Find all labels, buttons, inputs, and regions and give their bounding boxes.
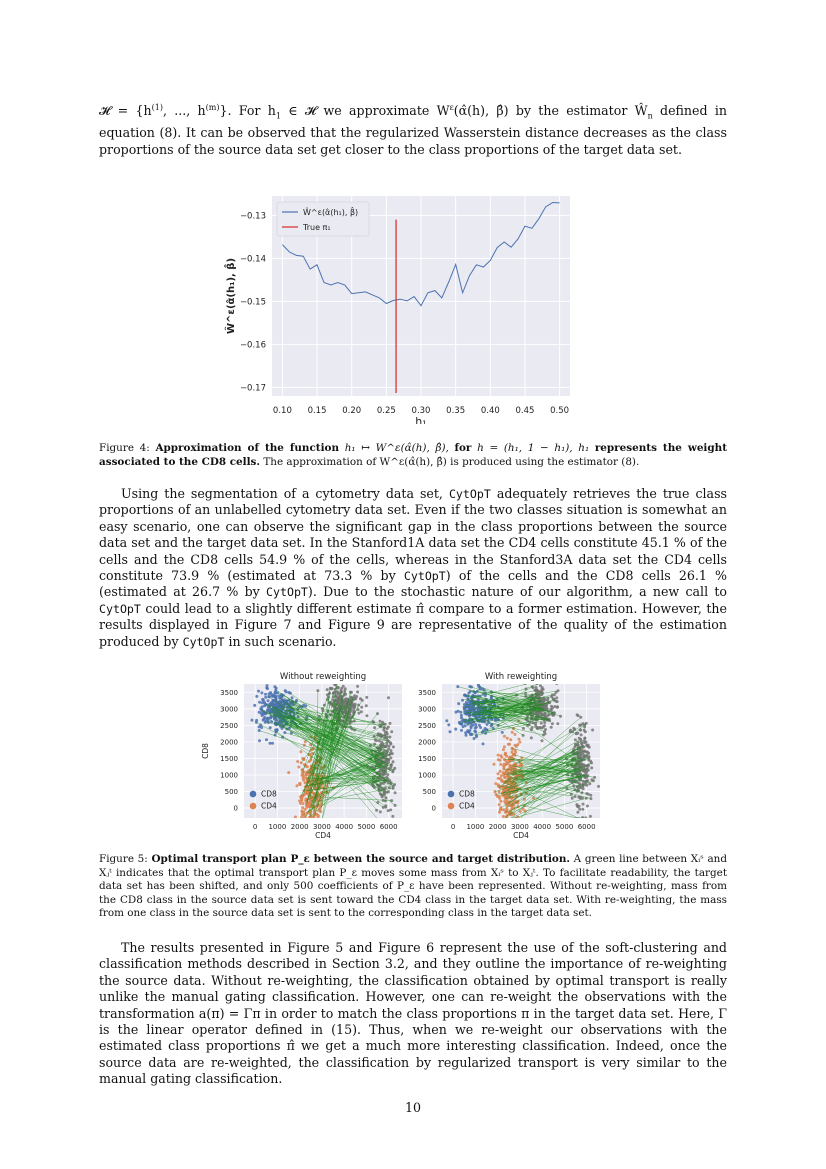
data-point <box>499 808 502 811</box>
data-point <box>475 726 478 729</box>
data-point <box>460 729 463 732</box>
y-tick-label: −0.17 <box>239 383 266 394</box>
data-point <box>497 754 500 757</box>
data-point <box>574 738 577 741</box>
data-point <box>294 816 297 819</box>
results-paragraph: Using the segmentation of a cytometry data set, CytOpT adequately retrieves the true class proportions of an unlabelled cytometry data set. Even if the two classes situation is somewhat an easy scenario, one can observe the significant gap in the class proportions between the source data set and the target data set. In the Stanford1A data set the CD4 cells constitute 45.1 % of the cells and the CD8 cells 54.9 % of the cells, whereas in the Stanford3A data set the CD4 cells constitute 73.9 % (estimated at 73.3 % by CytOpT) of the cells and the CD8 cells 26.1 % (estimated at 26.7 % by CytOpT). Due to the stochastic nature of our algorithm, a new call to CytOpT could lead to a slightly different estimate π̂ compare to a former estimation. However, the results displayed in Figure 7 and Figure 9 are representative of the quality of the estimation produced by CytOpT in such scenario. <box>99 486 727 649</box>
data-point <box>581 817 584 820</box>
data-point <box>316 818 319 821</box>
data-point <box>340 687 343 690</box>
x-tick-label: 0.50 <box>550 406 570 416</box>
data-point <box>505 762 508 765</box>
data-point <box>503 766 506 769</box>
data-point <box>585 770 588 773</box>
data-point <box>503 776 506 779</box>
data-point <box>356 685 359 688</box>
data-point <box>258 725 261 728</box>
data-point <box>365 714 368 717</box>
data-point <box>540 722 543 725</box>
x-axis-label: CD4 <box>513 831 529 840</box>
x-tick-label: 1000 <box>268 823 287 831</box>
y-tick-label: 1500 <box>220 754 238 763</box>
data-point <box>518 738 521 741</box>
y-tick-label: 3000 <box>220 705 238 714</box>
data-point <box>365 704 368 707</box>
data-point <box>298 782 301 785</box>
conclusion-paragraph: The results presented in Figure 5 and Figure 6 represent the use of the soft-clustering and classification methods described in Section 3.2, and they outline the importance of re-weighting the source data. Without re-weighting, the classification obtained by optimal transport is really unlike the manual gating classification. However, one can re-weight the observations with the transformation a(π) = Γπ in order to match the class proportions π in the target data set. Here, Γ is the linear operator defined in (15). Thus, when we re-weight our observations with the estimated class proportions π̂ we get a much more interesting classification. Indeed, once the source data are re-weighted, the classification by regularized transport is very similar to the manual gating classification. <box>99 940 727 1087</box>
legend-label: CD8 <box>459 789 475 799</box>
data-point <box>303 818 306 821</box>
data-point <box>263 704 266 707</box>
x-tick-label: 4000 <box>533 823 552 831</box>
data-point <box>474 723 477 726</box>
data-point <box>494 782 497 785</box>
data-point <box>447 723 450 726</box>
data-point <box>253 704 256 707</box>
y-tick-label: 2500 <box>220 721 238 730</box>
data-point <box>541 739 544 742</box>
y-tick-label: 1000 <box>220 771 238 780</box>
data-point <box>559 715 562 718</box>
data-point <box>499 770 502 773</box>
data-point <box>509 738 512 741</box>
data-point <box>382 743 385 746</box>
data-point <box>530 736 533 739</box>
data-point <box>499 763 502 766</box>
data-point <box>305 773 308 776</box>
y-tick-label: 3500 <box>220 688 238 697</box>
data-point <box>542 725 545 728</box>
data-point <box>498 811 501 814</box>
data-point <box>309 800 312 803</box>
data-point <box>284 689 287 692</box>
data-point <box>275 698 278 701</box>
data-point <box>571 797 574 800</box>
data-point <box>287 771 290 774</box>
data-point <box>378 739 381 742</box>
data-point <box>269 726 272 729</box>
data-point <box>302 777 305 780</box>
y-tick-label: 0 <box>431 804 436 813</box>
data-point <box>387 696 390 699</box>
data-point <box>576 713 579 716</box>
data-point <box>466 705 469 708</box>
data-point <box>584 816 587 819</box>
x-tick-label: 0.35 <box>446 406 466 416</box>
data-point <box>360 706 363 709</box>
data-point <box>258 701 261 704</box>
data-point <box>583 729 586 732</box>
intro-paragraph: 𝓗 = {$h^{(1)}$, ..., $h^{(m)}$}. For $h_1$ ∈ 𝓗 we approximate $W^\varepsilon(\alphâ(h)$, β̂) by the estimator $Ŵ_n$ defined in equation (8). It can be observed that the regularized Wasserstein distance decreases as the class proportions of the source data set get closer to the class proportions of the target data set. <box>99 103 727 157</box>
data-point <box>553 693 556 696</box>
data-point <box>581 749 584 752</box>
y-tick-label: 2500 <box>418 721 436 730</box>
data-point <box>555 696 558 699</box>
data-point <box>503 800 506 803</box>
data-point <box>493 763 496 766</box>
data-point <box>537 690 540 693</box>
data-point <box>308 818 311 821</box>
data-point <box>508 743 511 746</box>
data-point <box>581 808 584 811</box>
panel-with-reweighting <box>418 672 600 843</box>
data-point <box>359 697 362 700</box>
y-tick-label: 1500 <box>418 754 436 763</box>
data-point <box>539 726 542 729</box>
data-point <box>477 679 480 682</box>
x-tick-label: 3000 <box>312 823 331 831</box>
data-point <box>556 705 559 708</box>
line-chart <box>218 188 578 424</box>
data-point <box>391 815 394 818</box>
panel-title: Without reweighting <box>279 672 367 682</box>
x-tick-label: 6000 <box>577 823 596 831</box>
data-point <box>465 734 468 737</box>
y-axis-label: Ŵ^ε(α̂(h₁), β̂) <box>226 257 237 335</box>
y-tick-label: 3000 <box>418 705 436 714</box>
data-point <box>520 819 523 822</box>
data-point <box>518 741 521 744</box>
data-point <box>588 746 591 749</box>
data-point <box>585 741 588 744</box>
data-point <box>387 726 390 729</box>
data-point <box>379 810 382 813</box>
data-point <box>318 819 321 822</box>
data-point <box>546 714 549 717</box>
data-point <box>326 688 329 691</box>
data-point <box>551 722 554 725</box>
data-point <box>504 752 507 755</box>
data-point <box>497 772 500 775</box>
data-point <box>499 800 502 803</box>
data-point <box>585 750 588 753</box>
data-point <box>550 726 553 729</box>
y-tick-label: −0.16 <box>239 340 266 351</box>
data-point <box>267 699 270 702</box>
data-point <box>574 743 577 746</box>
data-point <box>515 745 518 748</box>
data-point <box>502 815 505 818</box>
x-axis-label: h₁ <box>415 415 427 424</box>
data-point <box>353 720 356 723</box>
data-point <box>580 733 583 736</box>
data-point <box>585 744 588 747</box>
figure-5-caption: Figure 5: Optimal transport plan P_ε between the source and target distribution. A green line between Xᵢˢ and Xⱼᵗ indicates that the optimal transport plan P_ε moves some mass from Xᵢˢ to Xⱼᵗ. To facilitate readability, the target data set has been shifted, and only 500 coefficients of P_ε have been represented. Without re-weighting, mass from the CD8 class in the source data set is sent toward the CD4 class in the target data set. With re-weighting, the mass from one class in the source data set is sent to the corresponding class in the target data set. <box>99 853 727 920</box>
data-point <box>502 808 505 811</box>
panel-title: With reweighting <box>484 672 558 682</box>
y-tick-label: 2000 <box>220 738 238 747</box>
data-point <box>555 682 558 685</box>
data-point <box>392 745 395 748</box>
data-point <box>553 705 556 708</box>
data-point <box>265 738 268 741</box>
data-point <box>354 703 357 706</box>
data-point <box>535 686 538 689</box>
legend-marker <box>448 803 455 810</box>
y-tick-label: 0 <box>233 804 238 813</box>
data-point <box>460 716 463 719</box>
x-tick-label: 0.15 <box>307 406 327 416</box>
data-point <box>336 692 339 695</box>
data-point <box>260 709 263 712</box>
data-point <box>511 819 514 822</box>
data-point <box>589 794 592 797</box>
figure-4-caption: Figure 4: Approximation of the function h₁ ↦ W^ε(α̂(h), β̂), for h = (h₁, 1 − h₁), h₁ represents the weight associated to the CD8 cells. The approximation of W^ε(α̂(h), β̂) is produced using the estimator (8). <box>99 442 727 468</box>
data-point <box>296 784 299 787</box>
data-point <box>305 802 308 805</box>
data-point <box>365 696 368 699</box>
data-point <box>260 691 263 694</box>
data-point <box>511 731 514 734</box>
x-tick-label: 1000 <box>466 823 485 831</box>
data-point <box>461 699 464 702</box>
data-point <box>360 710 363 713</box>
data-point <box>261 698 264 701</box>
y-tick-label: 500 <box>224 788 238 797</box>
data-point <box>482 742 485 745</box>
data-point <box>502 748 505 751</box>
figure-4 <box>218 188 578 428</box>
y-tick-label: −0.14 <box>239 254 266 265</box>
data-point <box>578 737 581 740</box>
data-point <box>266 708 269 711</box>
data-point <box>516 819 519 822</box>
data-point <box>373 726 376 729</box>
data-point <box>457 702 460 705</box>
data-point <box>301 806 304 809</box>
data-point <box>264 696 267 699</box>
x-tick-label: 2000 <box>290 823 309 831</box>
data-point <box>503 735 506 738</box>
x-tick-label: 5000 <box>357 823 376 831</box>
data-point <box>468 729 471 732</box>
data-point <box>317 809 320 812</box>
data-point <box>476 677 479 680</box>
legend-label: CD4 <box>459 801 475 811</box>
data-point <box>507 824 510 827</box>
data-point <box>584 773 587 776</box>
x-tick-label: 0 <box>252 823 258 831</box>
legend-label-true-pi: True π₁ <box>303 223 331 232</box>
x-tick-label: 3000 <box>510 823 529 831</box>
legend-marker <box>448 791 455 798</box>
data-point <box>468 714 471 717</box>
data-point <box>330 687 333 690</box>
data-point <box>582 803 585 806</box>
y-tick-label: 1000 <box>418 771 436 780</box>
data-point <box>301 774 304 777</box>
data-point <box>543 721 546 724</box>
data-point <box>501 731 504 734</box>
data-point <box>506 827 509 830</box>
data-point <box>273 685 276 688</box>
data-point <box>539 684 542 687</box>
data-point <box>255 695 258 698</box>
data-point <box>299 750 302 753</box>
data-point <box>572 727 575 730</box>
data-point <box>385 731 388 734</box>
data-point <box>260 726 263 729</box>
data-point <box>301 771 304 774</box>
data-point <box>266 684 269 687</box>
data-point <box>390 730 393 733</box>
data-point <box>389 722 392 725</box>
data-point <box>589 797 592 800</box>
data-point <box>470 725 473 728</box>
data-point <box>275 703 278 706</box>
data-point <box>302 802 305 805</box>
x-tick-label: 0.10 <box>272 406 292 416</box>
data-point <box>383 726 386 729</box>
x-tick-label: 2000 <box>488 823 507 831</box>
data-point <box>345 697 348 700</box>
legend-label-series: Ŵ^ε(α̂(h₁), β̂) <box>303 208 359 217</box>
x-axis-label: CD4 <box>315 831 331 840</box>
data-point <box>387 809 390 812</box>
data-point <box>352 705 355 708</box>
data-point <box>550 705 553 708</box>
data-point <box>580 742 583 745</box>
x-tick-label: 0.20 <box>342 406 362 416</box>
data-point <box>473 737 476 740</box>
data-point <box>283 731 286 734</box>
legend-marker <box>250 803 257 810</box>
x-tick-label: 0 <box>450 823 456 831</box>
x-tick-label: 5000 <box>555 823 574 831</box>
legend-label: CD4 <box>261 801 277 811</box>
data-point <box>459 711 462 714</box>
data-point <box>503 745 506 748</box>
x-tick-label: 0.25 <box>376 406 396 416</box>
data-point <box>454 728 457 731</box>
data-point <box>390 749 393 752</box>
figure-5 <box>198 668 610 848</box>
data-point <box>457 710 460 713</box>
data-point <box>587 756 590 759</box>
data-point <box>273 693 276 696</box>
data-point <box>500 774 503 777</box>
data-point <box>356 691 359 694</box>
legend <box>277 202 369 236</box>
x-tick-label: 4000 <box>335 823 354 831</box>
y-tick-label: 3500 <box>418 688 436 697</box>
data-point <box>576 805 579 808</box>
data-point <box>387 758 390 761</box>
data-point <box>394 791 397 794</box>
data-point <box>544 728 547 731</box>
data-point <box>545 705 548 708</box>
data-point <box>276 728 279 731</box>
data-point <box>456 685 459 688</box>
data-point <box>291 696 294 699</box>
x-tick-label: 0.40 <box>480 406 500 416</box>
x-tick-label: 0.45 <box>515 406 535 416</box>
data-point <box>497 758 500 761</box>
data-point <box>507 822 510 825</box>
data-point <box>269 742 272 745</box>
y-axis-label: CD8 <box>201 743 210 759</box>
data-point <box>544 712 547 715</box>
data-point <box>556 722 559 725</box>
data-point <box>449 730 452 733</box>
data-point <box>473 674 476 677</box>
data-point <box>258 739 261 742</box>
data-point <box>479 726 482 729</box>
data-point <box>473 730 476 733</box>
y-tick-label: −0.15 <box>239 297 266 308</box>
data-point <box>514 733 517 736</box>
data-point <box>578 808 581 811</box>
data-point <box>500 754 503 757</box>
data-point <box>255 721 258 724</box>
data-point <box>296 760 299 763</box>
data-point <box>583 737 586 740</box>
data-point <box>502 837 505 840</box>
data-point <box>384 799 387 802</box>
data-point <box>586 805 589 808</box>
panel-without-reweighting <box>201 672 402 844</box>
data-point <box>300 799 303 802</box>
y-tick-label: 500 <box>422 788 436 797</box>
data-point <box>375 739 378 742</box>
legend-marker <box>250 791 257 798</box>
data-point <box>510 818 513 821</box>
data-point <box>590 766 593 769</box>
data-point <box>577 817 580 820</box>
data-point <box>506 737 509 740</box>
data-point <box>386 773 389 776</box>
x-tick-label: 0.30 <box>411 406 431 416</box>
data-point <box>300 816 303 819</box>
data-point <box>585 776 588 779</box>
data-point <box>257 690 260 693</box>
data-point <box>540 688 543 691</box>
page-number: 10 <box>404 1100 422 1115</box>
data-point <box>513 753 516 756</box>
data-point <box>532 721 535 724</box>
legend-label: CD8 <box>261 789 277 799</box>
data-point <box>502 833 505 836</box>
data-point <box>477 683 480 686</box>
data-point <box>505 840 508 843</box>
data-point <box>251 719 254 722</box>
data-point <box>591 729 594 732</box>
data-point <box>344 687 347 690</box>
x-tick-label: 6000 <box>379 823 398 831</box>
data-point <box>389 756 392 759</box>
data-point <box>544 732 547 735</box>
data-point <box>264 693 267 696</box>
data-point <box>498 803 501 806</box>
data-point <box>392 760 395 763</box>
data-point <box>297 766 300 769</box>
data-point <box>497 777 500 780</box>
data-point <box>589 815 592 818</box>
data-point <box>445 719 448 722</box>
data-point <box>262 719 265 722</box>
data-point <box>588 782 591 785</box>
data-point <box>317 814 320 817</box>
transport-plan-scatter-plots <box>198 668 610 844</box>
data-point <box>577 796 580 799</box>
data-point <box>597 785 600 788</box>
data-point <box>522 727 525 730</box>
y-tick-label: −0.13 <box>239 211 266 222</box>
y-tick-label: 2000 <box>418 738 436 747</box>
data-point <box>576 811 579 814</box>
